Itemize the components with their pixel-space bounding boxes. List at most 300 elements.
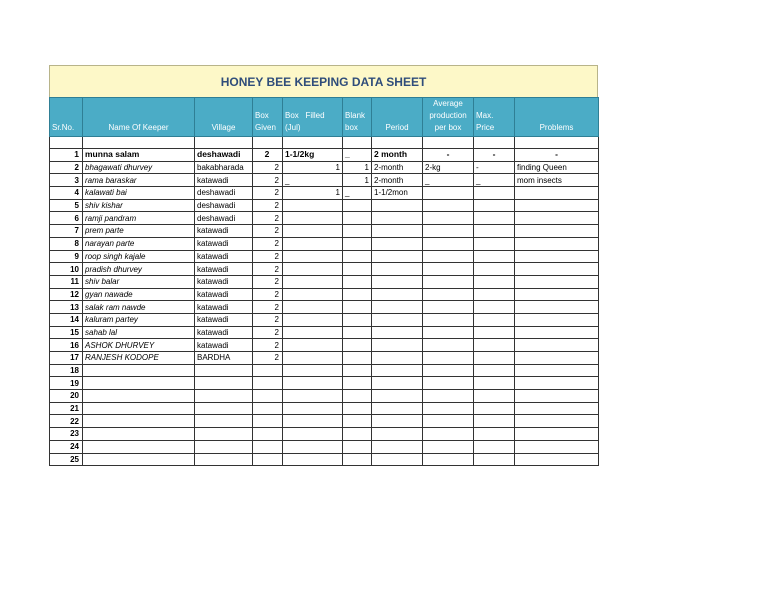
period-cell[interactable]	[372, 440, 423, 453]
problems-cell[interactable]	[515, 377, 599, 390]
sr-cell[interactable]: 10	[50, 263, 83, 276]
problems-cell[interactable]: finding Queen	[515, 161, 599, 174]
box-filled-count: 1	[335, 188, 340, 198]
header-name[interactable]: Name Of Keeper	[83, 98, 195, 137]
period-cell[interactable]	[372, 225, 423, 238]
box-given-cell[interactable]: 2	[253, 187, 283, 200]
avg-production-cell[interactable]	[423, 199, 474, 212]
box-filled-cell[interactable]	[283, 415, 343, 428]
table-row	[50, 199, 599, 212]
village-cell[interactable]: katawadi	[195, 263, 253, 276]
keeper-name-cell[interactable]: bhagawati dhurvey	[83, 161, 195, 174]
period-cell[interactable]	[372, 275, 423, 288]
max-price-cell[interactable]	[474, 212, 515, 225]
table-row	[50, 237, 599, 250]
blank-box-cell[interactable]	[343, 339, 372, 352]
box-given-cell[interactable]	[253, 415, 283, 428]
box-given-cell[interactable]: 2	[253, 288, 283, 301]
box-filled-cell[interactable]	[283, 339, 343, 352]
cell[interactable]	[50, 137, 83, 149]
max-price-cell[interactable]	[474, 275, 515, 288]
keeper-name-cell[interactable]: salak ram nawde	[83, 301, 195, 314]
keeper-name-cell[interactable]	[83, 377, 195, 390]
box-given-cell[interactable]: 2	[253, 352, 283, 365]
keeper-name-cell[interactable]: roop singh kajale	[83, 250, 195, 263]
avg-production-cell[interactable]	[423, 440, 474, 453]
box-filled-cell[interactable]	[283, 364, 343, 377]
blank-box-cell[interactable]	[343, 301, 372, 314]
box-filled-cell[interactable]	[283, 212, 343, 225]
avg-production-cell[interactable]	[423, 275, 474, 288]
keeper-name-cell[interactable]: ASHOK DHURVEY	[83, 339, 195, 352]
header-box-filled[interactable]: Box Filled (Jul)	[283, 98, 343, 137]
box-filled-cell[interactable]	[283, 149, 343, 162]
box-given-cell[interactable]	[253, 453, 283, 466]
period-cell[interactable]	[372, 402, 423, 415]
box-given-cell[interactable]: 2	[253, 250, 283, 263]
keeper-name-cell[interactable]: prem parte	[83, 225, 195, 238]
avg-production-cell[interactable]	[423, 187, 474, 200]
avg-production-cell[interactable]	[423, 377, 474, 390]
sr-cell[interactable]: 5	[50, 199, 83, 212]
max-price-cell[interactable]	[474, 199, 515, 212]
table-row	[50, 326, 599, 339]
max-price-cell[interactable]	[474, 301, 515, 314]
sr-cell[interactable]: 23	[50, 428, 83, 441]
village-cell[interactable]: deshawadi	[195, 199, 253, 212]
max-price-cell[interactable]	[474, 339, 515, 352]
sr-cell[interactable]: 9	[50, 250, 83, 263]
header-box-given[interactable]: Box Given	[253, 98, 283, 137]
box-filled-cell[interactable]	[283, 440, 343, 453]
blank-box-cell[interactable]: _	[343, 187, 372, 200]
header-problems[interactable]: Problems	[515, 98, 599, 137]
village-cell[interactable]: katawadi	[195, 275, 253, 288]
table-row	[50, 187, 599, 200]
max-price-cell[interactable]	[474, 250, 515, 263]
sr-cell[interactable]: 12	[50, 288, 83, 301]
keeper-name-cell[interactable]	[83, 453, 195, 466]
header-sr[interactable]: Sr.No.	[50, 98, 83, 137]
box-given-cell[interactable]: 2	[253, 339, 283, 352]
village-cell[interactable]: katawadi	[195, 225, 253, 238]
box-given-cell[interactable]	[253, 390, 283, 403]
max-price-cell[interactable]	[474, 390, 515, 403]
village-cell[interactable]	[195, 377, 253, 390]
avg-production-cell[interactable]	[423, 225, 474, 238]
village-cell[interactable]: deshawadi	[195, 212, 253, 225]
max-price-cell[interactable]	[474, 237, 515, 250]
cell[interactable]	[195, 137, 253, 149]
keeper-name-cell[interactable]: rama baraskar	[83, 174, 195, 187]
keeper-name-cell[interactable]: ramji pandram	[83, 212, 195, 225]
sr-cell[interactable]: 16	[50, 339, 83, 352]
cell[interactable]	[343, 137, 372, 149]
cell[interactable]	[515, 137, 599, 149]
period-cell[interactable]	[372, 237, 423, 250]
avg-production-cell[interactable]	[423, 402, 474, 415]
box-filled-cell[interactable]	[283, 313, 343, 326]
max-price-cell[interactable]: -	[474, 161, 515, 174]
max-price-cell[interactable]	[474, 402, 515, 415]
sr-cell[interactable]: 2	[50, 161, 83, 174]
problems-cell[interactable]	[515, 187, 599, 200]
box-given-cell[interactable]: 2	[253, 174, 283, 187]
period-cell[interactable]	[372, 428, 423, 441]
max-price-cell[interactable]	[474, 225, 515, 238]
village-cell[interactable]: katawadi	[195, 250, 253, 263]
problems-cell[interactable]	[515, 275, 599, 288]
header-blank-box[interactable]: Blank box	[343, 98, 372, 137]
blank-box-cell[interactable]	[343, 377, 372, 390]
blank-box-cell[interactable]	[343, 313, 372, 326]
village-cell[interactable]	[195, 402, 253, 415]
table-row	[50, 377, 599, 390]
sr-cell[interactable]: 19	[50, 377, 83, 390]
table-row	[50, 364, 599, 377]
problems-cell[interactable]	[515, 402, 599, 415]
avg-production-cell[interactable]: _	[423, 174, 474, 187]
period-cell[interactable]	[372, 339, 423, 352]
cell[interactable]	[372, 137, 423, 149]
box-filled-cell[interactable]	[283, 174, 343, 187]
table-row	[50, 250, 599, 263]
sr-cell[interactable]: 13	[50, 301, 83, 314]
problems-cell[interactable]	[515, 301, 599, 314]
title-bar	[49, 65, 598, 97]
sr-cell[interactable]: 11	[50, 275, 83, 288]
data-sheet	[49, 65, 598, 466]
blank-box-cell[interactable]	[343, 288, 372, 301]
avg-production-cell[interactable]	[423, 326, 474, 339]
table-row	[50, 453, 599, 466]
blank-box-cell[interactable]	[343, 453, 372, 466]
blank-box-cell[interactable]	[343, 352, 372, 365]
sr-cell[interactable]: 3	[50, 174, 83, 187]
box-given-cell[interactable]: 2	[253, 149, 283, 162]
box-filled-cell[interactable]	[283, 275, 343, 288]
period-cell[interactable]	[372, 352, 423, 365]
period-cell[interactable]	[372, 415, 423, 428]
village-cell[interactable]	[195, 440, 253, 453]
table-row	[50, 275, 599, 288]
problems-cell[interactable]	[515, 440, 599, 453]
period-cell[interactable]	[372, 199, 423, 212]
max-price-cell[interactable]	[474, 352, 515, 365]
max-price-cell[interactable]	[474, 453, 515, 466]
avg-production-cell[interactable]	[423, 212, 474, 225]
box-filled-cell[interactable]	[283, 390, 343, 403]
max-price-cell[interactable]	[474, 377, 515, 390]
table-row	[50, 263, 599, 276]
blank-box-cell[interactable]	[343, 199, 372, 212]
max-price-cell[interactable]	[474, 313, 515, 326]
box-filled-cell[interactable]	[283, 250, 343, 263]
village-cell[interactable]: katawadi	[195, 313, 253, 326]
village-cell[interactable]: katawadi	[195, 288, 253, 301]
table-row	[50, 212, 599, 225]
cell[interactable]	[253, 137, 283, 149]
village-cell[interactable]	[195, 364, 253, 377]
problems-cell[interactable]	[515, 453, 599, 466]
box-given-cell[interactable]	[253, 440, 283, 453]
keeper-name-cell[interactable]: narayan parte	[83, 237, 195, 250]
keeper-name-cell[interactable]	[83, 428, 195, 441]
box-filled-cell[interactable]	[283, 301, 343, 314]
keeper-name-cell[interactable]: shiv kishar	[83, 199, 195, 212]
box-filled-text: _	[285, 175, 290, 185]
box-filled-cell[interactable]	[283, 237, 343, 250]
table-row	[50, 174, 599, 187]
box-filled-cell[interactable]	[283, 377, 343, 390]
period-cell[interactable]	[372, 326, 423, 339]
sr-cell[interactable]: 14	[50, 313, 83, 326]
period-cell[interactable]	[372, 364, 423, 377]
period-cell[interactable]	[372, 250, 423, 263]
box-given-cell[interactable]: 2	[253, 225, 283, 238]
sr-cell[interactable]: 6	[50, 212, 83, 225]
sr-cell[interactable]: 17	[50, 352, 83, 365]
sr-cell[interactable]: 7	[50, 225, 83, 238]
avg-production-cell[interactable]	[423, 453, 474, 466]
max-price-cell[interactable]	[474, 364, 515, 377]
box-filled-cell[interactable]	[283, 402, 343, 415]
blank-box-cell[interactable]: 1	[343, 161, 372, 174]
table-row	[50, 149, 599, 162]
spacer-row	[50, 137, 599, 149]
cell[interactable]	[474, 137, 515, 149]
header-village[interactable]: Village	[195, 98, 253, 137]
keeper-name-cell[interactable]	[83, 402, 195, 415]
box-given-cell[interactable]: 2	[253, 212, 283, 225]
blank-box-cell[interactable]	[343, 237, 372, 250]
max-price-cell[interactable]	[474, 288, 515, 301]
keeper-name-cell[interactable]	[83, 390, 195, 403]
sr-cell[interactable]: 24	[50, 440, 83, 453]
keeper-name-cell[interactable]	[83, 440, 195, 453]
box-given-cell[interactable]: 2	[253, 199, 283, 212]
period-cell[interactable]: 2-month	[372, 161, 423, 174]
period-cell[interactable]: 1-1/2mon	[372, 187, 423, 200]
box-filled-cell[interactable]	[283, 187, 343, 200]
period-cell[interactable]	[372, 377, 423, 390]
table-row	[50, 390, 599, 403]
cell[interactable]	[283, 137, 343, 149]
avg-production-cell[interactable]	[423, 415, 474, 428]
sr-cell[interactable]: 1	[50, 149, 83, 162]
problems-cell[interactable]	[515, 428, 599, 441]
sr-cell[interactable]: 18	[50, 364, 83, 377]
period-cell[interactable]: 2-month	[372, 174, 423, 187]
header-period[interactable]: Period	[372, 98, 423, 137]
sr-cell[interactable]: 15	[50, 326, 83, 339]
period-cell[interactable]	[372, 263, 423, 276]
problems-cell[interactable]	[515, 352, 599, 365]
problems-cell[interactable]	[515, 199, 599, 212]
sr-cell[interactable]: 25	[50, 453, 83, 466]
problems-cell[interactable]	[515, 339, 599, 352]
village-cell[interactable]	[195, 453, 253, 466]
box-filled-cell[interactable]	[283, 199, 343, 212]
box-given-cell[interactable]	[253, 377, 283, 390]
table-row	[50, 339, 599, 352]
avg-production-cell[interactable]	[423, 364, 474, 377]
keeper-name-cell[interactable]: sahab lal	[83, 326, 195, 339]
box-given-cell[interactable]: 2	[253, 326, 283, 339]
table-row	[50, 313, 599, 326]
village-cell[interactable]: BARDHA	[195, 352, 253, 365]
keeper-name-cell[interactable]: shiv balar	[83, 275, 195, 288]
data-table	[49, 97, 599, 466]
period-cell[interactable]	[372, 212, 423, 225]
village-cell[interactable]: katawadi	[195, 237, 253, 250]
avg-production-cell[interactable]: 2-kg	[423, 161, 474, 174]
cell[interactable]	[423, 137, 474, 149]
keeper-name-cell[interactable]: RANJESH KODOPE	[83, 352, 195, 365]
max-price-cell[interactable]: _	[474, 174, 515, 187]
village-cell[interactable]: bakabharada	[195, 161, 253, 174]
box-filled-cell[interactable]	[283, 161, 343, 174]
period-cell[interactable]	[372, 288, 423, 301]
problems-cell[interactable]	[515, 415, 599, 428]
blank-box-cell[interactable]	[343, 364, 372, 377]
box-given-cell[interactable]: 2	[253, 161, 283, 174]
period-cell[interactable]: 2 month	[372, 149, 423, 162]
table-row	[50, 402, 599, 415]
keeper-name-cell[interactable]	[83, 415, 195, 428]
sr-cell[interactable]: 21	[50, 402, 83, 415]
village-cell[interactable]: katawadi	[195, 326, 253, 339]
box-filled-cell[interactable]	[283, 263, 343, 276]
blank-box-cell[interactable]	[343, 275, 372, 288]
blank-box-cell[interactable]: 1	[343, 174, 372, 187]
table-row	[50, 428, 599, 441]
village-cell[interactable]: deshawadi	[195, 187, 253, 200]
avg-production-cell[interactable]	[423, 313, 474, 326]
village-cell[interactable]: katawadi	[195, 339, 253, 352]
sr-cell[interactable]: 20	[50, 390, 83, 403]
blank-box-cell[interactable]: _	[343, 149, 372, 162]
village-cell[interactable]	[195, 390, 253, 403]
avg-production-cell[interactable]	[423, 250, 474, 263]
box-given-cell[interactable]: 2	[253, 301, 283, 314]
blank-box-cell[interactable]	[343, 428, 372, 441]
box-filled-cell[interactable]	[283, 428, 343, 441]
max-price-cell[interactable]	[474, 326, 515, 339]
blank-box-cell[interactable]	[343, 402, 372, 415]
keeper-name-cell[interactable]: kaluram partey	[83, 313, 195, 326]
avg-production-cell[interactable]	[423, 352, 474, 365]
problems-cell[interactable]	[515, 237, 599, 250]
keeper-name-cell[interactable]: munna salam	[83, 149, 195, 162]
avg-production-cell[interactable]: -	[423, 149, 474, 162]
blank-box-cell[interactable]	[343, 326, 372, 339]
max-price-cell[interactable]	[474, 440, 515, 453]
box-filled-cell[interactable]	[283, 352, 343, 365]
header-avg-production[interactable]: Average production per box	[423, 98, 474, 137]
avg-production-cell[interactable]	[423, 263, 474, 276]
problems-cell[interactable]	[515, 250, 599, 263]
sr-cell[interactable]: 8	[50, 237, 83, 250]
sheet-title[interactable]: HONEY BEE KEEPING DATA SHEET	[220, 74, 427, 89]
blank-box-cell[interactable]	[343, 390, 372, 403]
max-price-cell[interactable]: -	[474, 149, 515, 162]
blank-box-cell[interactable]	[343, 225, 372, 238]
keeper-name-cell[interactable]: kalawati bai	[83, 187, 195, 200]
box-given-cell[interactable]	[253, 402, 283, 415]
table-row	[50, 352, 599, 365]
avg-production-cell[interactable]	[423, 339, 474, 352]
box-given-cell[interactable]: 2	[253, 263, 283, 276]
period-cell[interactable]	[372, 453, 423, 466]
problems-cell[interactable]: -	[515, 149, 599, 162]
max-price-cell[interactable]	[474, 187, 515, 200]
blank-box-cell[interactable]	[343, 212, 372, 225]
box-given-cell[interactable]: 2	[253, 313, 283, 326]
village-cell[interactable]	[195, 415, 253, 428]
box-filled-cell[interactable]	[283, 326, 343, 339]
blank-box-cell[interactable]	[343, 263, 372, 276]
avg-production-cell[interactable]	[423, 301, 474, 314]
avg-production-cell[interactable]	[423, 237, 474, 250]
period-cell[interactable]	[372, 313, 423, 326]
problems-cell[interactable]	[515, 326, 599, 339]
cell[interactable]	[83, 137, 195, 149]
problems-cell[interactable]	[515, 313, 599, 326]
period-cell[interactable]	[372, 301, 423, 314]
problems-cell[interactable]	[515, 212, 599, 225]
avg-production-cell[interactable]	[423, 428, 474, 441]
avg-production-cell[interactable]	[423, 390, 474, 403]
problems-cell[interactable]: mom insects	[515, 174, 599, 187]
header-row	[50, 98, 599, 137]
keeper-name-cell[interactable]: gyan nawade	[83, 288, 195, 301]
problems-cell[interactable]	[515, 364, 599, 377]
box-given-cell[interactable]	[253, 364, 283, 377]
blank-box-cell[interactable]	[343, 415, 372, 428]
blank-box-cell[interactable]	[343, 250, 372, 263]
problems-cell[interactable]	[515, 288, 599, 301]
box-filled-cell[interactable]	[283, 225, 343, 238]
max-price-cell[interactable]	[474, 415, 515, 428]
village-cell[interactable]: katawadi	[195, 301, 253, 314]
header-max-price[interactable]: Max. Price	[474, 98, 515, 137]
problems-cell[interactable]	[515, 390, 599, 403]
max-price-cell[interactable]	[474, 263, 515, 276]
period-cell[interactable]	[372, 390, 423, 403]
problems-cell[interactable]	[515, 263, 599, 276]
village-cell[interactable]	[195, 428, 253, 441]
box-given-cell[interactable]: 2	[253, 275, 283, 288]
table-row	[50, 440, 599, 453]
box-filled-count: 1	[335, 163, 340, 173]
box-filled-cell[interactable]	[283, 288, 343, 301]
box-filled-cell[interactable]	[283, 453, 343, 466]
village-cell[interactable]: katawadi	[195, 174, 253, 187]
blank-box-cell[interactable]	[343, 440, 372, 453]
box-given-cell[interactable]	[253, 428, 283, 441]
avg-production-cell[interactable]	[423, 288, 474, 301]
max-price-cell[interactable]	[474, 428, 515, 441]
keeper-name-cell[interactable]	[83, 364, 195, 377]
problems-cell[interactable]	[515, 225, 599, 238]
village-cell[interactable]: deshawadi	[195, 149, 253, 162]
box-given-cell[interactable]: 2	[253, 237, 283, 250]
table-row	[50, 288, 599, 301]
sr-cell[interactable]: 22	[50, 415, 83, 428]
keeper-name-cell[interactable]: pradish dhurvey	[83, 263, 195, 276]
sr-cell[interactable]: 4	[50, 187, 83, 200]
